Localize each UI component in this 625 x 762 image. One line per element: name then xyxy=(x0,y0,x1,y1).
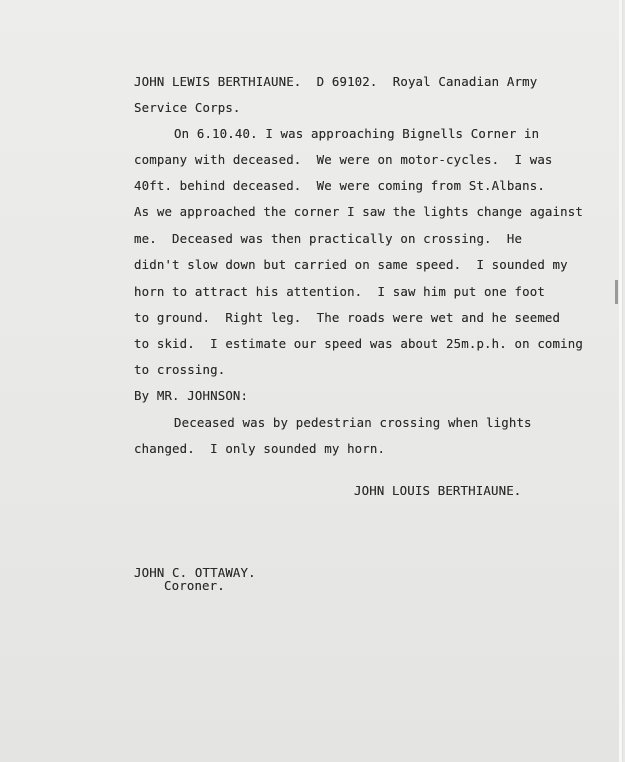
coroner-title: Coroner. xyxy=(164,578,225,593)
testimony-line: 40ft. behind deceased. We were coming from St.Albans. xyxy=(134,178,545,193)
testimony-line: As we approached the corner I saw the lights change against xyxy=(134,204,583,219)
testimony-line: didn't slow down but carried on same speed. I sounded my xyxy=(134,257,568,272)
binding-mark xyxy=(615,280,618,304)
witness-header-line-2: Service Corps. xyxy=(134,100,241,115)
witness-signature: JOHN LOUIS BERTHIAUNE. xyxy=(354,483,522,498)
page-edge xyxy=(619,0,622,762)
testimony-line: me. Deceased was then practically on crossing. He xyxy=(134,231,523,246)
cross-examination-line: Deceased was by pedestrian crossing when lights xyxy=(174,415,532,430)
testimony-line: horn to attract his attention. I saw him put one foot xyxy=(134,284,545,299)
testimony-line: On 6.10.40. I was approaching Bignells Corner in xyxy=(174,126,540,141)
testimony-line: to crossing. xyxy=(134,362,226,377)
testimony-line: to skid. I estimate our speed was about 25m.p.h. on coming xyxy=(134,336,583,351)
testimony-line: to ground. Right leg. The roads were wet and he seemed xyxy=(134,310,561,325)
coroner-name: JOHN C. OTTAWAY. xyxy=(134,565,256,580)
testimony-line: company with deceased. We were on motor-cycles. I was xyxy=(134,152,553,167)
examiner-heading: By MR. JOHNSON: xyxy=(134,388,249,403)
witness-header-line-1: JOHN LEWIS BERTHIAUNE. D 69102. Royal Canadian Army xyxy=(134,74,538,89)
cross-examination-line: changed. I only sounded my horn. xyxy=(134,441,386,456)
